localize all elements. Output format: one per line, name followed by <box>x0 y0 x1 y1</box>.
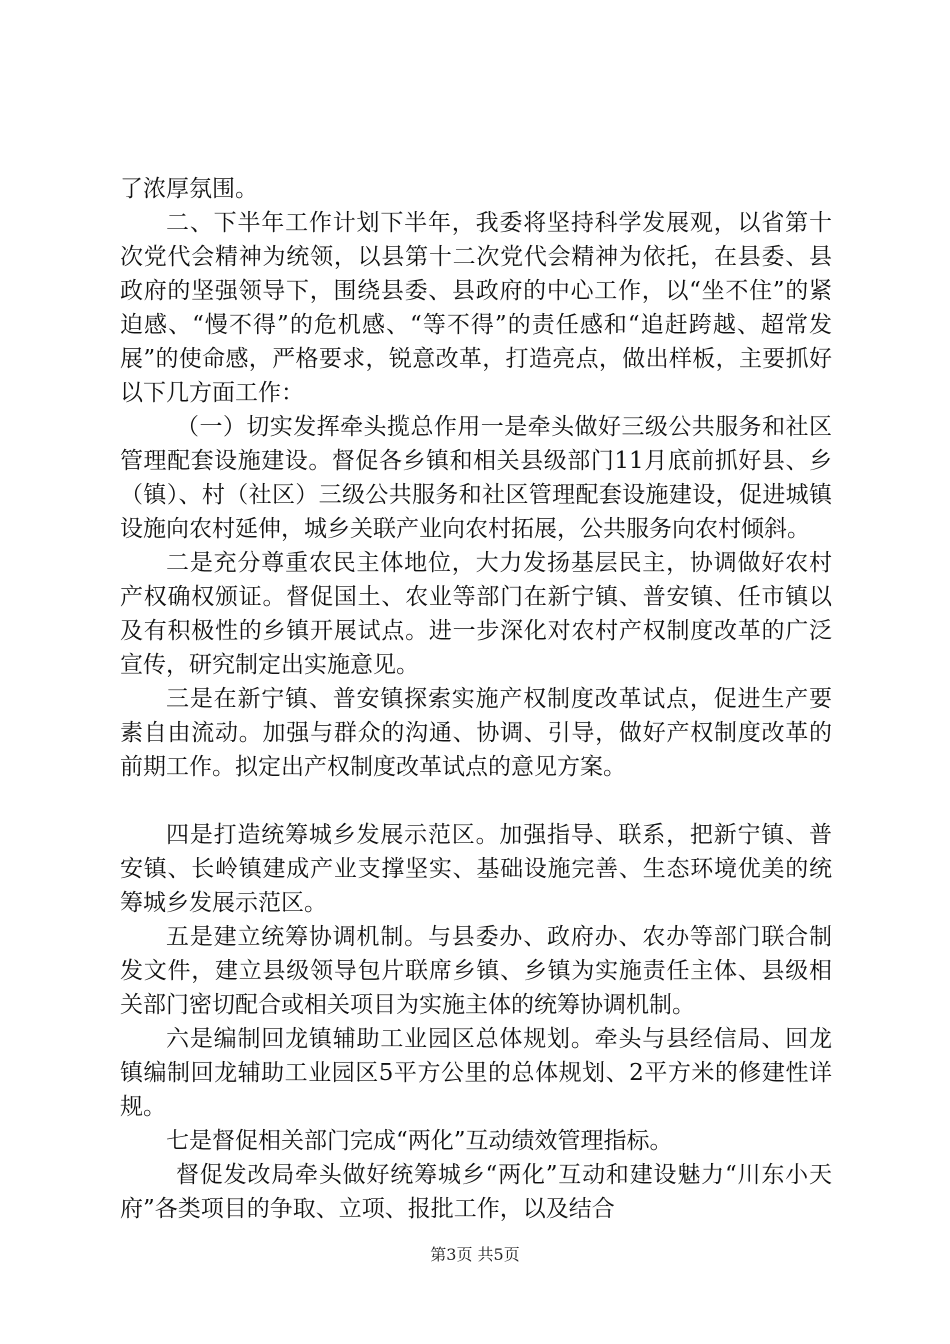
paragraph-item-5: 五是建立统筹协调机制。与县委办、政府办、农办等部门联合制发文件，建立县级领导包片联席乡镇、乡镇为实施责任主体、县级相关部门密切配合或相关项目为实施主体的统筹协调机制。 <box>120 924 832 1018</box>
paragraph-item-4: 四是打造统筹城乡发展示范区。加强指导、联系，把新宁镇、普安镇、长岭镇建成产业支撑坚实、基础设施完善、生态环境优美的统筹城乡发展示范区。 <box>120 822 832 916</box>
document-body <box>120 172 832 1226</box>
paragraph-item-2: 二是充分尊重农民主体地位，大力发扬基层民主，协调做好农村产权确权颁证。督促国土、农业等部门在新宁镇、普安镇、任市镇以及有积极性的乡镇开展试点。进一步深化对农村产权制度改革的广泛宣传，研究制定出实施意见。 <box>120 550 832 678</box>
paragraph-item-6: 六是编制回龙镇辅助工业园区总体规划。牵头与县经信局、回龙镇编制回龙辅助工业园区5平方公里的总体规划、2平方米的修建性详规。 <box>120 1026 832 1120</box>
paragraph-item-1: （一）切实发挥牵头揽总作用一是牵头做好三级公共服务和社区管理配套设施建设。督促各乡镇和相关县级部门11月底前抓好县、乡（镇）、村（社区）三级公共服务和社区管理配套设施建设，促进城镇设施向农村延伸，城乡关联产业向农村拓展，公共服务向农村倾斜。 <box>120 414 832 542</box>
page-number-footer: 第3页 共5页 <box>430 1245 520 1264</box>
paragraph-item-3: 三是在新宁镇、普安镇探索实施产权制度改革试点，促进生产要素自由流动。加强与群众的沟通、协调、引导，做好产权制度改革的前期工作。拟定出产权制度改革试点的意见方案。 <box>120 686 832 780</box>
paragraph-item-8: 督促发改局牵头做好统筹城乡“两化”互动和建设魅力“川东小天府”各类项目的争取、立项、报批工作，以及结合 <box>120 1162 832 1222</box>
paragraph-continuation: 了浓厚氛围。 <box>120 176 258 202</box>
paragraph-item-7: 七是督促相关部门完成“两化”互动绩效管理指标。 <box>166 1128 673 1154</box>
paragraph-work-plan: 二、下半年工作计划下半年，我委将坚持科学发展观，以省第十次党代会精神为统领，以县第十二次党代会精神为依托，在县委、县政府的坚强领导下，围绕县委、县政府的中心工作，以“坐不住”的紧迫感、“慢不得”的危机感、“等不得”的责任感和“追赶跨越、超常发展”的使命感，严格要求，锐意改革，打造亮点，做出样板，主要抓好以下几方面工作： <box>120 210 832 406</box>
